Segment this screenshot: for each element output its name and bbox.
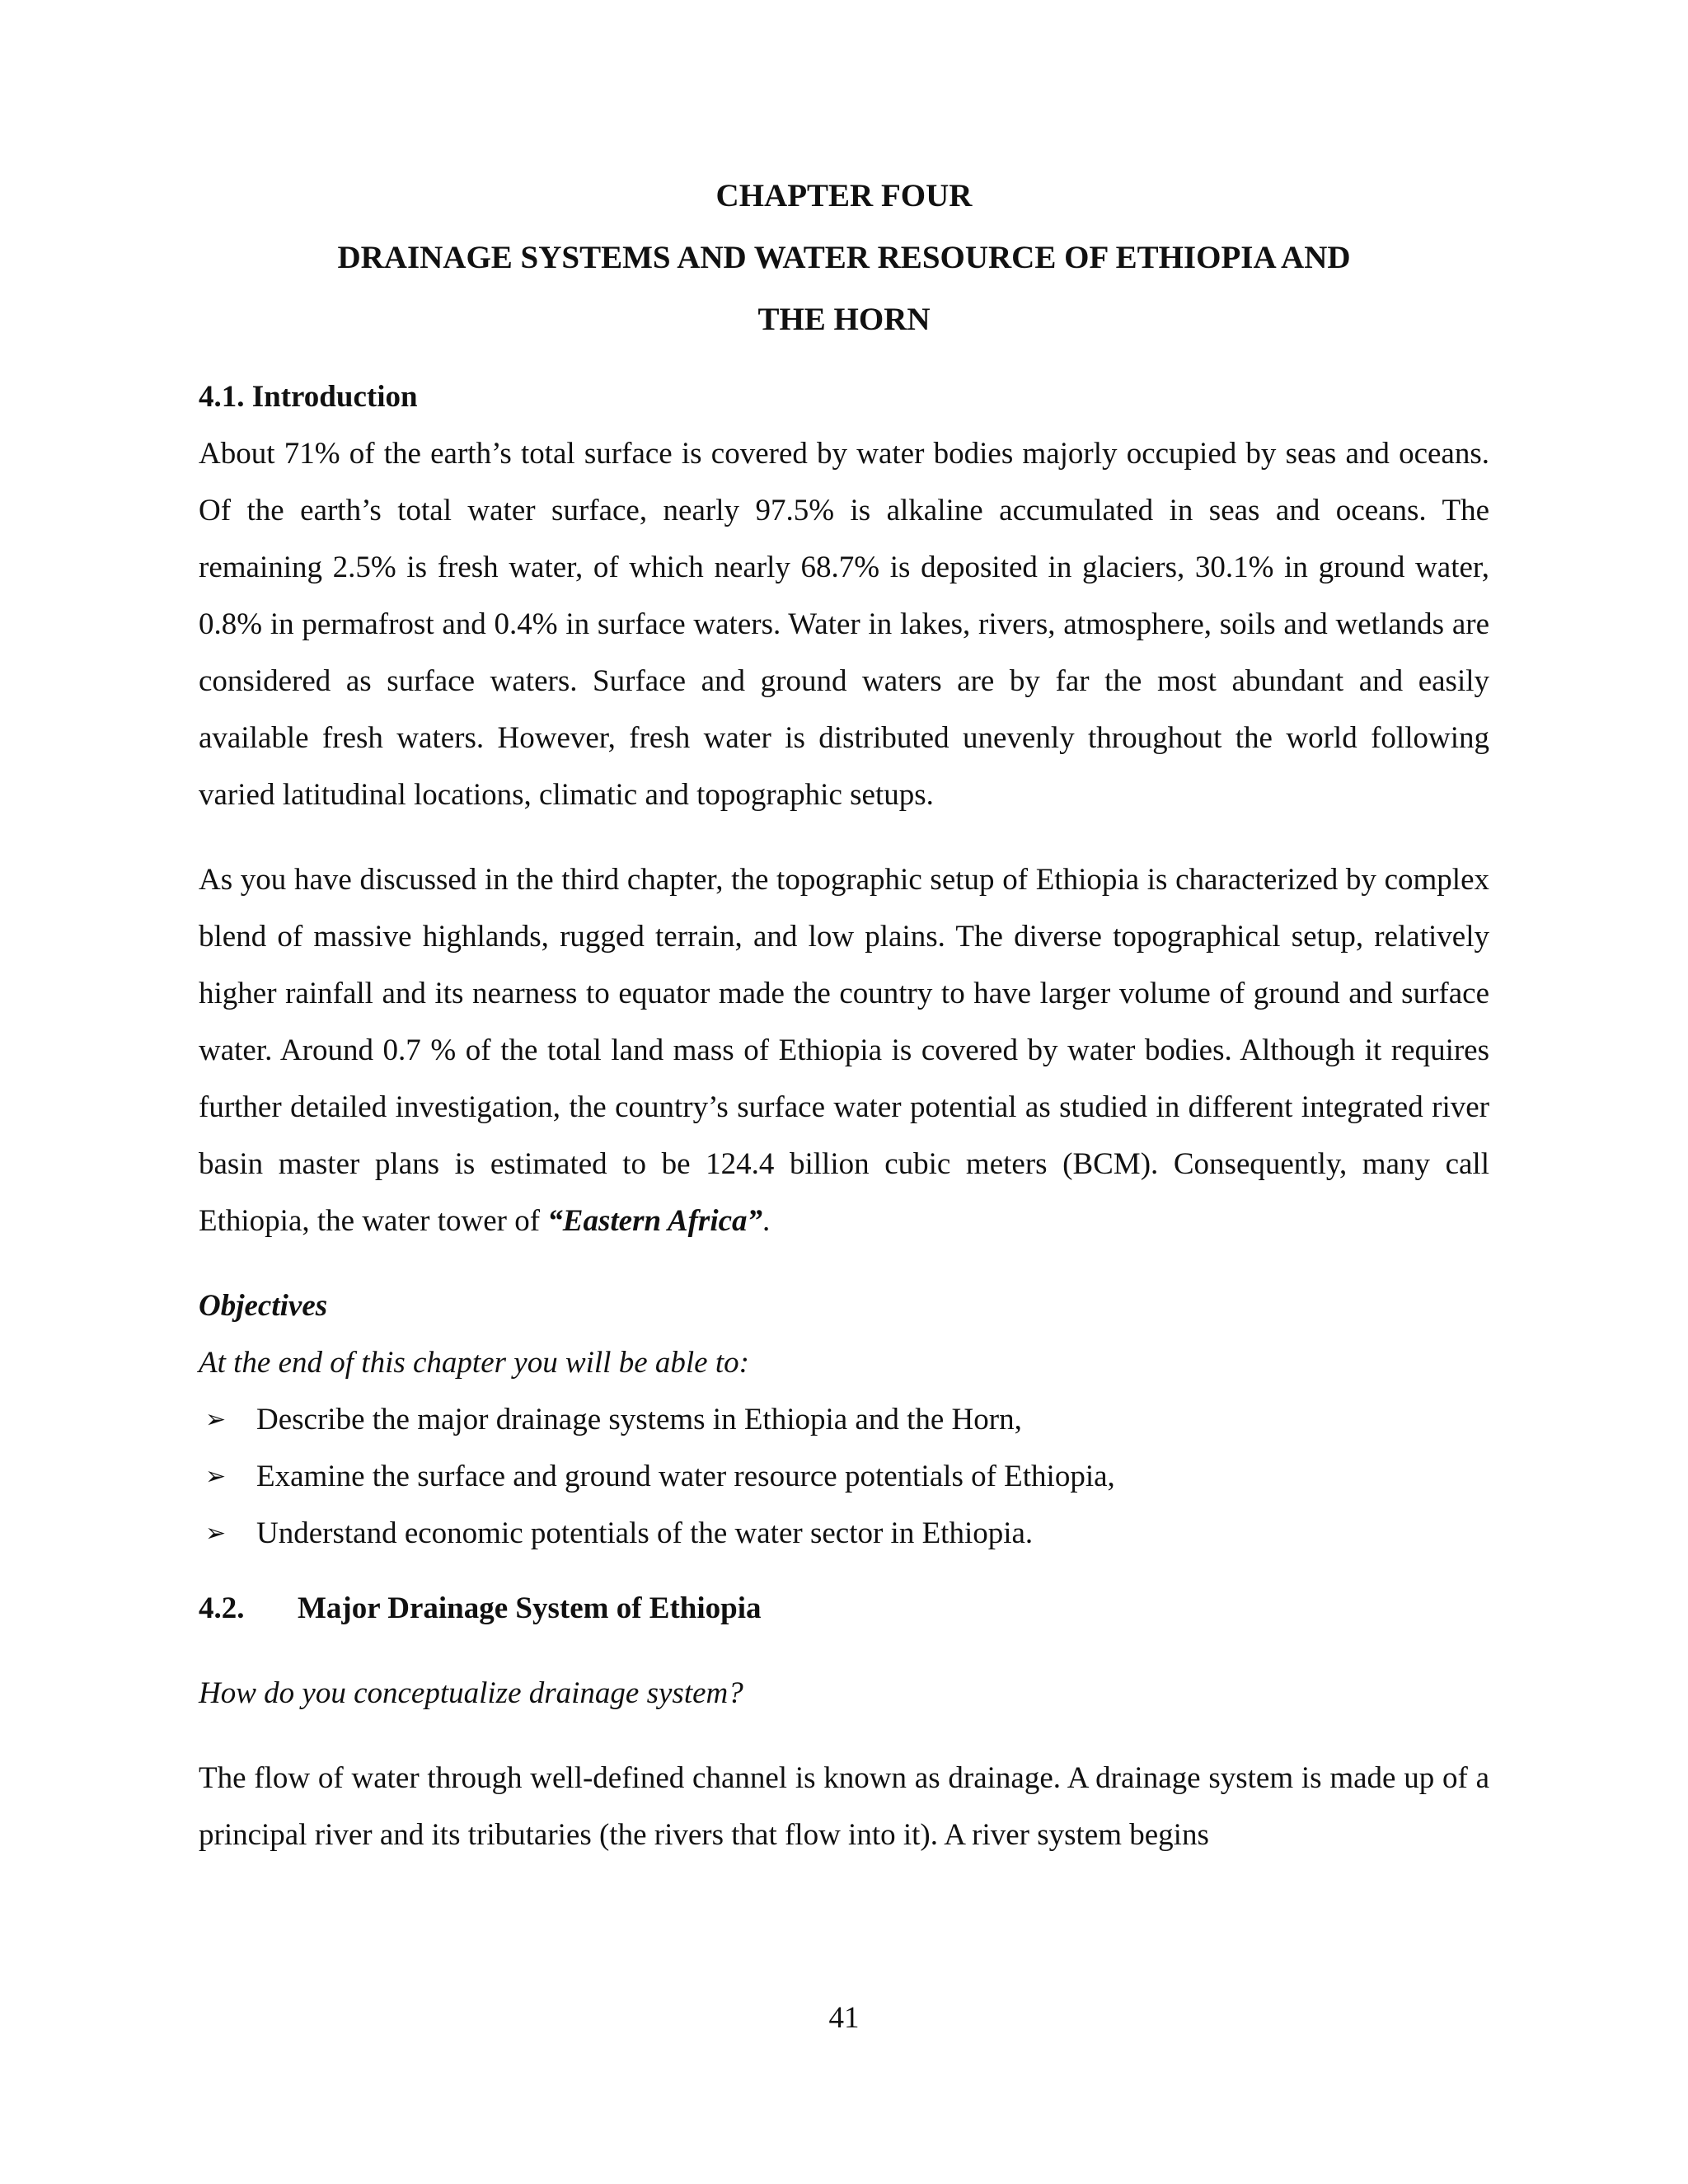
arrow-bullet-icon: ➢ <box>205 1462 227 1491</box>
intro-paragraph-2 <box>199 851 1489 1249</box>
chapter-title-line-2: THE HORN <box>757 302 931 337</box>
eastern-africa-emphasis: “Eastern Africa” <box>547 1204 763 1238</box>
objective-text: Understand economic potentials of the water sector in Ethiopia. <box>256 1516 1034 1550</box>
chapter-label: CHAPTER FOUR <box>715 178 973 213</box>
page-number: 41 <box>828 2001 860 2035</box>
chapter-title-line-1: DRAINAGE SYSTEMS AND WATER RESOURCE OF ETHIOPIA AND <box>337 240 1351 275</box>
intro-paragraph-1: About 71% of the earth’s total surface is covered by water bodies majorly occupied by seas and oceans. Of the earth’s total water surface, nearly 97.5% is alkaline accumulated in seas and oceans. The remaining 2.5% is fresh water, of which nearly 68.7% is deposited in glaciers, 30.1% in ground water, 0.8% in permafrost and 0.4% in surface waters. Water in lakes, rivers, atmosphere, soils and wetlands are considered as surface waters. Surface and ground waters are by far the most abundant and easily available fresh waters. However, fresh water is distributed unevenly throughout the world following varied latitudinal locations, climatic and topographic setups. <box>199 437 1489 812</box>
intro-paragraph-2-end: . <box>762 1204 771 1238</box>
intro-heading: 4.1. Introduction <box>199 380 418 414</box>
objective-text: Examine the surface and ground water resource potentials of Ethiopia, <box>256 1460 1115 1493</box>
objectives-intro: At the end of this chapter you will be able to: <box>199 1346 749 1380</box>
section-4-2-paragraph: The flow of water through well-defined channel is known as drainage. A drainage system is made up of a principal river and its tributaries (the rivers that flow into it). A river system begins <box>199 1761 1489 1852</box>
section-4-2-heading <box>199 1580 1489 1637</box>
objectives-title: Objectives <box>199 1289 328 1323</box>
objective-text: Describe the major drainage systems in Ethiopia and the Horn, <box>256 1403 1022 1436</box>
intro-paragraph-2-text: As you have discussed in the third chapter, the topographic setup of Ethiopia is characterized by complex blend of massive highlands, rugged terrain, and low plains. The diverse topographical setup, relatively higher rainfall and its nearness to equator made the country to have larger volume of ground and surface water. Around 0.7 % of the total land mass of Ethiopia is covered by water bodies. Although it requires further detailed investigation, the country’s surface water potential as studied in different integrated river basin master plans is estimated to be 124.4 billion cubic meters (BCM). Consequently, many call Ethiopia, the water tower of <box>199 863 1489 1238</box>
arrow-bullet-icon: ➢ <box>205 1519 227 1548</box>
section-number: 4.2. <box>199 1591 245 1625</box>
section-question: How do you conceptualize drainage system? <box>199 1676 743 1710</box>
objective-item <box>199 1505 1489 1562</box>
arrow-bullet-icon: ➢ <box>205 1405 227 1434</box>
section-title: Major Drainage System of Ethiopia <box>298 1591 762 1625</box>
objectives-list <box>199 1391 1489 1562</box>
objective-item <box>199 1448 1489 1505</box>
page-content <box>199 165 1489 1863</box>
objective-item <box>199 1391 1489 1448</box>
